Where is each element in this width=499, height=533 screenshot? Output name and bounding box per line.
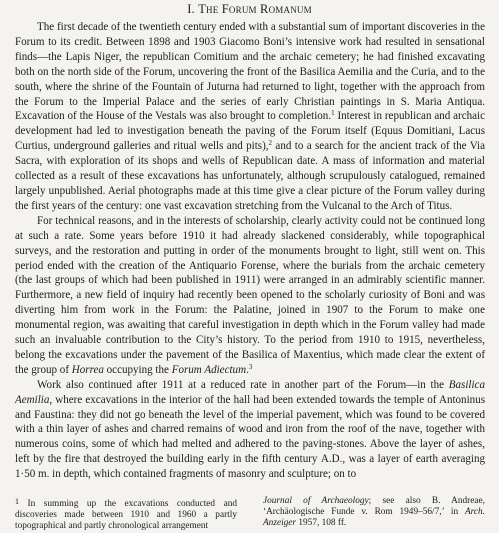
- text-run: occupying the: [103, 363, 172, 376]
- text-run: , where excavations in the interior of the hall had been extended towards the temple of Antoninus and Faustina: they did not go beneath the level of the imperial pavement, which was found to be covered with a thin layer of ashes and charred remains of wood and iron from the roof of the nave, together with numerous coins, some of which had melted and adhered to the paving-stones. Above the layer of ashes, left by the fire that destroyed the building early in the fifth century: [15, 393, 485, 466]
- paragraph: [15, 214, 485, 378]
- footnote-marker: 1: [15, 497, 19, 506]
- footnote-ref: 1: [331, 109, 335, 118]
- paragraph: [15, 378, 485, 482]
- body-text: [15, 20, 485, 482]
- section-heading: [0, 2, 499, 17]
- small-caps-text: A.D.: [320, 453, 343, 466]
- text-run: Work also continued after 1911 at a reduced rate in another part of the Forum—in the: [37, 378, 449, 391]
- footnote-ref: 3: [248, 362, 253, 371]
- footnote-text: In summing up the excavations conducted and discoveries made between 1910 and 1960 a partly topographical and partly chronological arrangement: [15, 499, 237, 532]
- section-title: The Forum Romanum: [198, 2, 312, 16]
- text-run: 1957, 108 ff.: [296, 518, 347, 529]
- text-run: and to a search for the ancient track of the Via Sacra, with exploration of its shops and wells of Republican date. A mass of information and material collected as a result of these excavations has unfortunately, although scrupulously catalogued, remained largely unpublished. Aerial photographs made at this time give a clear picture of the Forum valley during the first years of the century: one vast excavation stretching from the Vulcanal to the Arch of Titus.: [15, 140, 485, 212]
- text-run: , was a layer of earth averaging 1·50 m. in depth, which contained fragments of masonry and sculpture; on to: [15, 453, 485, 481]
- footnotes: [15, 496, 485, 533]
- italic-text: Forum Adiectum: [171, 363, 247, 376]
- italic-text: Horrea: [71, 363, 104, 376]
- text-run: ; see also B. Andreae, ‘Archäologische Funde v. Rom 1949–56/7,’ in: [263, 496, 485, 518]
- text-run: .: [246, 363, 249, 376]
- text-run: For technical reasons, and in the interests of scholarship, clearly activity could not be continued long at such a rate. Some years before 1910 it had already slackened considerably, while topographical surveys, and the restoration and putting in order of the monuments brought to light, still went on. This period ended with the creation of the Antiquario Forense, where the burials from the archaic cemetery (the last groups of which had been published in 1911) were arranged in an admirably scientific manner. Furthermore, a new field of inquiry had recently been opened to the scholarly curiosity of Boni and was diverting him from work in the Forum: the Palatine, joined in 1907 to the Forum to make one monumental region, was awaiting that careful investigation in depth which in the Forum valley had made such an invaluable contribution to the City’s history. To the period from 1910 to 1915, nevertheless, belong the excavations under the pavement of the Basilica of Maxentius, which made clear the extent of the group of: [15, 214, 485, 376]
- text-run: The first decade of the twentieth century ended with a substantial sum of important discoveries in the Forum to its credit. Between 1898 and 1903 Giacomo Boni’s intensive work had resulted in sensational finds—the Lapis Niger, the republican Comitium and the archaic cemetery; he had finished excavating both on the north side of the Forum, uncovering the front of the Basilica Aemilia and the Curia, and to the south, where the shrine of the Fountain of Juturna had returned to light, together with the approach from the Forum to the Imperial Palace and the series of early Christian paintings in S. Maria Antiqua. Excavation of the House of the Vestals was also brought to completion.: [15, 21, 485, 123]
- footnote-ref: 2: [268, 139, 273, 148]
- section-number: I.: [187, 2, 195, 16]
- paragraph: [15, 20, 485, 214]
- footnote-left: [15, 496, 237, 533]
- footnote-right: [263, 496, 485, 533]
- italic-text: Basilica Aemilia: [15, 378, 485, 406]
- italic-text: Arch. Anzeiger: [263, 507, 485, 529]
- italic-text: Journal of Archaeology: [263, 496, 369, 506]
- text-run: Interest in republican and archaic development had led to investigation beneath the paving of the Forum itself (Equus Domitiani, Lacus Curtius, underground galleries and ritual wells and pits),: [15, 110, 486, 153]
